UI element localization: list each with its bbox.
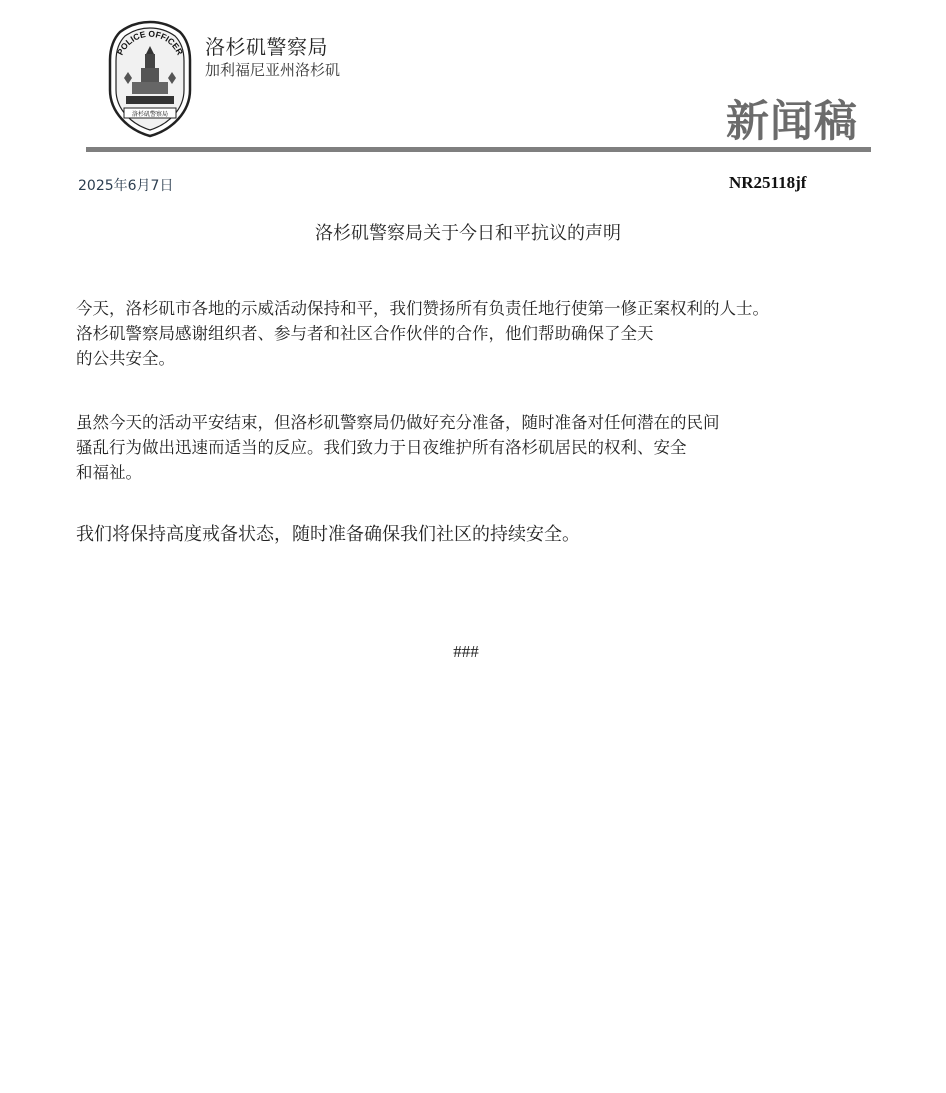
headline xyxy=(0,219,946,245)
paragraph-3 xyxy=(76,522,836,547)
paragraph-2 xyxy=(76,410,836,485)
header-divider xyxy=(86,147,871,152)
paragraph-line: 洛杉矶警察局感谢组织者、参与者和社区合作伙伴的合作，他们帮助确保了全天 xyxy=(76,324,654,343)
paragraph-line: 和福祉。 xyxy=(76,463,142,482)
end-of-release-mark xyxy=(0,642,946,662)
paragraph-line: 我们将保持高度戒备状态，随时准备确保我们社区的持续安全。 xyxy=(76,524,580,545)
document-type-title: 新闻稿 xyxy=(726,97,858,147)
paragraph-line: 今天，洛杉矶市各地的示威活动保持和平，我们赞扬所有负责任地行使第一修正案权利的人士。 xyxy=(76,299,769,318)
paragraph-1 xyxy=(76,296,836,371)
paragraph-line: 虽然今天的活动平安结束，但洛杉矶警察局仍做好充分准备，随时准备对任何潜在的民间 xyxy=(76,413,720,432)
end-mark-text: ### xyxy=(453,642,479,661)
org-name: 洛杉矶警察局 xyxy=(205,35,328,59)
release-date: 2025年6月7日 xyxy=(78,178,174,194)
svg-text:洛杉矶警察局: 洛杉矶警察局 xyxy=(131,111,169,118)
paragraph-line: 骚乱行为做出迅速而适当的反应。我们致力于日夜维护所有洛杉矶居民的权利、安全 xyxy=(76,438,687,457)
svg-text:POLICE OFFICER: POLICE OFFICER xyxy=(114,28,186,57)
lapd-badge-logo xyxy=(108,20,192,138)
org-location: 加利福尼亚州洛杉矶 xyxy=(205,61,341,79)
paragraph-line: 的公共安全。 xyxy=(76,349,175,368)
headline-text: 洛杉矶警察局关于今日和平抗议的声明 xyxy=(315,223,621,244)
release-number: NR25118jf xyxy=(729,173,807,192)
